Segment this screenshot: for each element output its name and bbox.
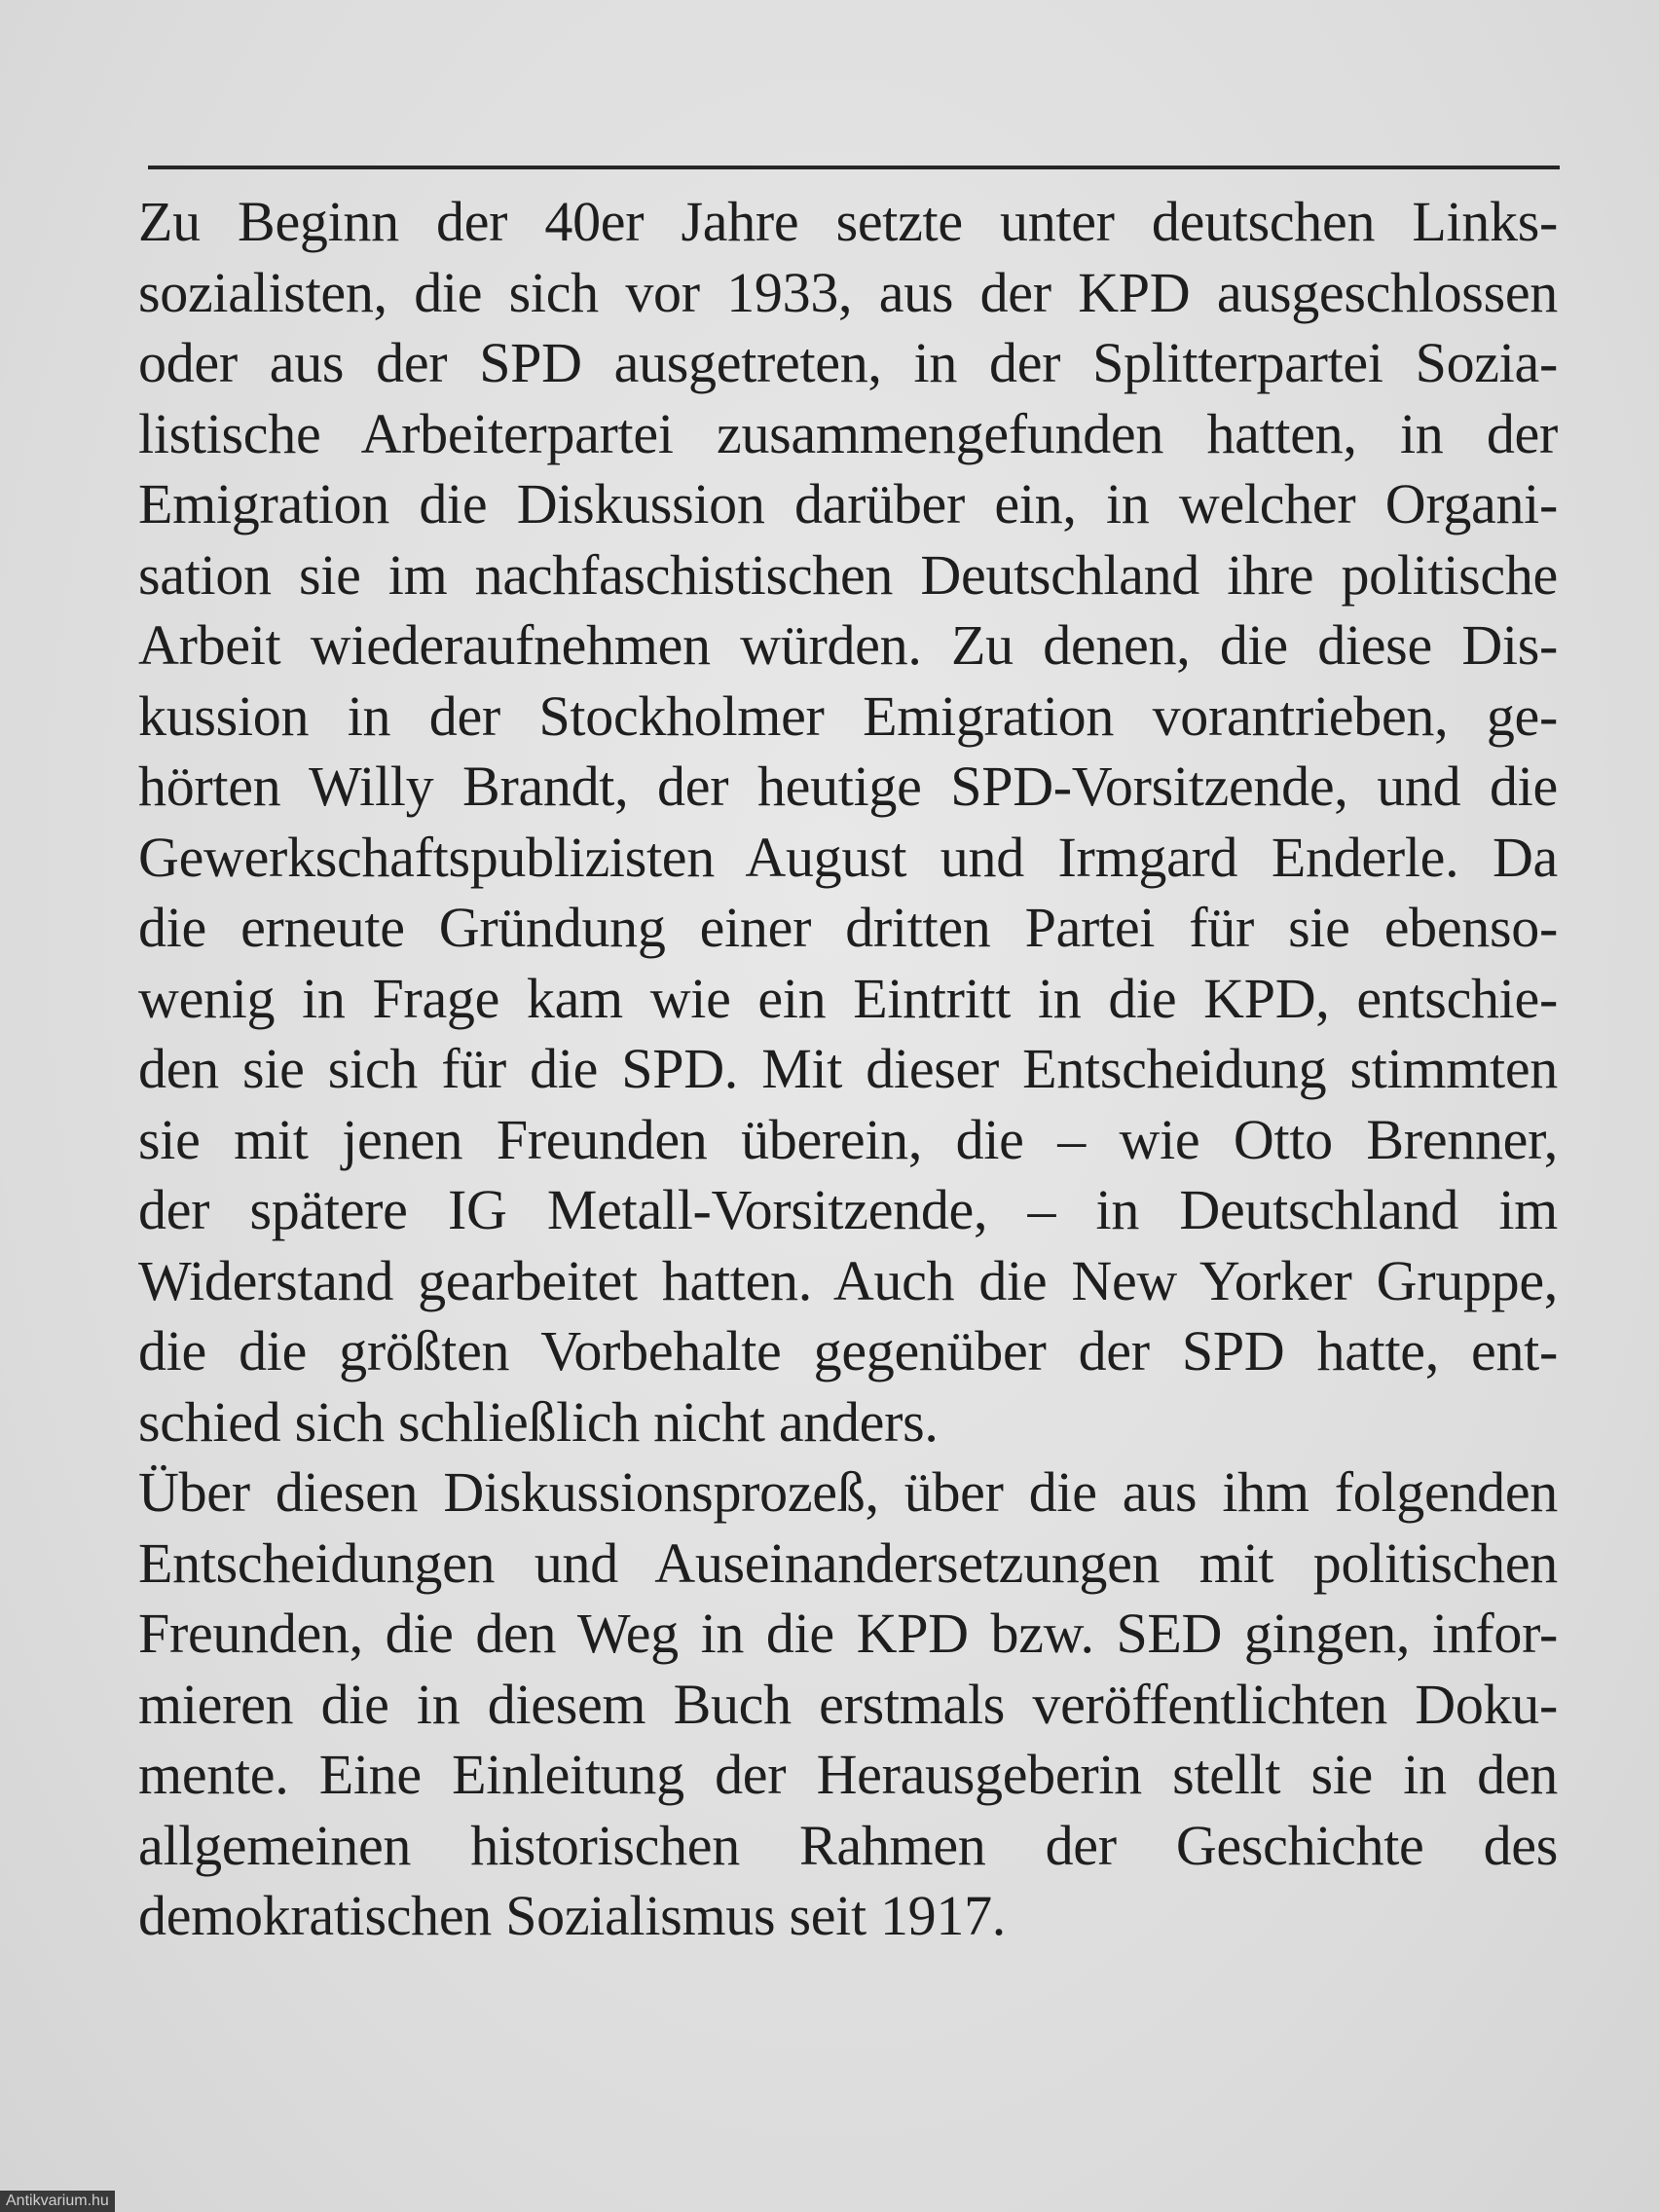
- text-line: Emigration die Diskussion darüber ein, in welcher Organi-: [138, 472, 1558, 535]
- paragraph-1: [138, 187, 1558, 1457]
- text-line: Gewerkschaftspublizisten August und Irmgard Enderle. Da: [138, 825, 1558, 889]
- text-line: sozialisten, die sich vor 1933, aus der KPD ausgeschlossen: [138, 260, 1558, 324]
- text-line: oder aus der SPD ausgetreten, in der Splitterpartei Sozia-: [138, 331, 1558, 394]
- text-line: kussion in der Stockholmer Emigration vorantrieben, ge-: [138, 683, 1558, 748]
- text-line: der spätere IG Metall-Vorsitzende, – in Deutschland im: [138, 1178, 1558, 1241]
- text-line: Entscheidungen und Auseinandersetzungen mit politischen: [138, 1530, 1558, 1595]
- text-line: schied sich schließlich nicht anders.: [138, 1389, 939, 1454]
- text-line: Über diesen Diskussionsprozeß, über die aus ihm folgenden: [138, 1460, 1558, 1524]
- text-line: sation sie im nachfaschistischen Deutschland ihre politische: [138, 542, 1558, 607]
- text-line: sie mit jenen Freunden überein, die – wie Otto Brenner,: [138, 1107, 1558, 1171]
- text-line: die erneute Gründung einer dritten Partei für sie ebenso-: [138, 896, 1558, 959]
- text-line: allgemeinen historischen Rahmen der Geschichte des: [138, 1813, 1558, 1877]
- text-line: hörten Willy Brandt, der heutige SPD-Vorsitzende, und die: [138, 755, 1558, 818]
- text-line: Zu Beginn der 40er Jahre setzte unter deutschen Links-: [138, 190, 1558, 253]
- text-line: mente. Eine Einleitung der Herausgeberin stellt sie in den: [138, 1743, 1558, 1806]
- top-rule: [148, 166, 1560, 169]
- watermark: Antikvarium.hu: [0, 2191, 115, 2212]
- text-line: die die größten Vorbehalte gegenüber der SPD hatte, ent-: [138, 1319, 1558, 1382]
- text-line: wenig in Frage kam wie ein Eintritt in die KPD, entschie-: [138, 966, 1558, 1030]
- text-line: den sie sich für die SPD. Mit dieser Entscheidung stimmten: [138, 1037, 1558, 1100]
- text-line: listische Arbeiterpartei zusammengefunden hatten, in der: [138, 401, 1558, 465]
- body-text: [138, 187, 1558, 1952]
- text-line: mieren die in diesem Buch erstmals veröffentlichten Doku-: [138, 1672, 1558, 1736]
- text-line: demokratischen Sozialismus seit 1917.: [138, 1884, 1006, 1947]
- paragraph-2: [138, 1457, 1558, 1952]
- text-line: Widerstand gearbeitet hatten. Auch die New Yorker Gruppe,: [138, 1248, 1558, 1312]
- text-line: Arbeit wiederaufnehmen würden. Zu denen, die diese Dis-: [138, 613, 1558, 677]
- text-line: Freunden, die den Weg in die KPD bzw. SED gingen, infor-: [138, 1602, 1558, 1665]
